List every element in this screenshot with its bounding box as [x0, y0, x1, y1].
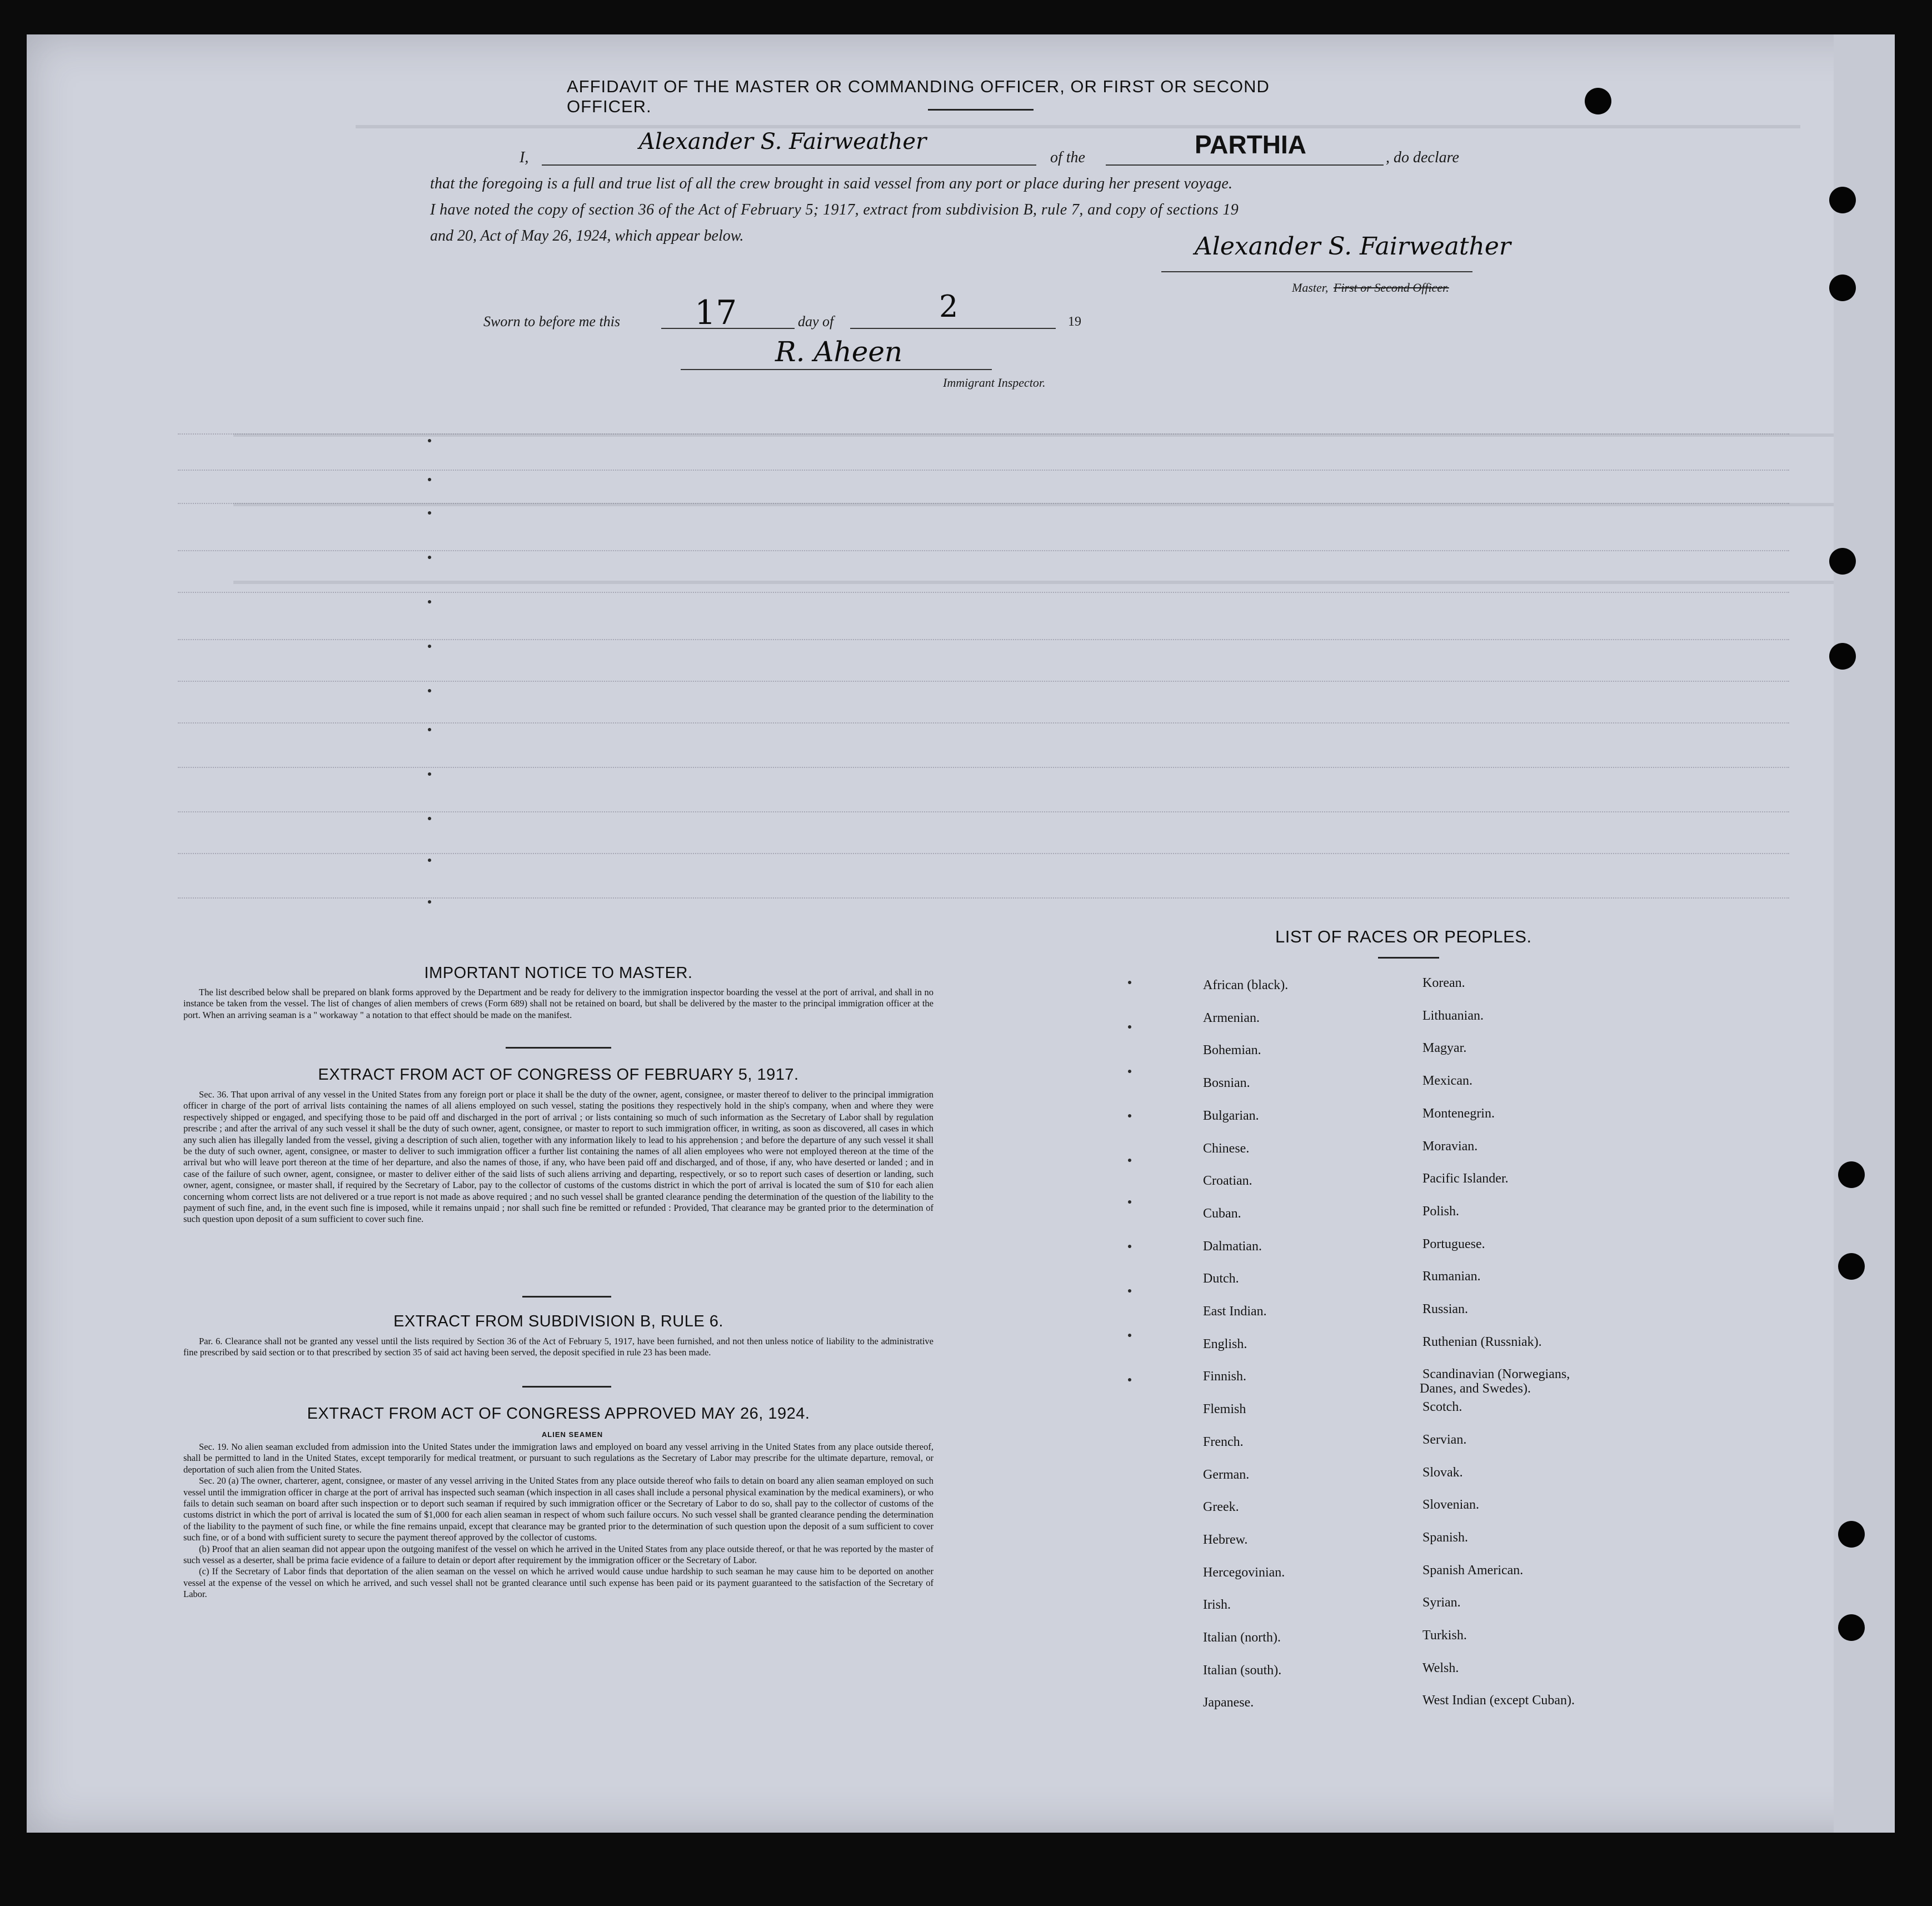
- race-item: Armenian.: [1203, 1011, 1260, 1025]
- leader-dot: [1128, 1378, 1131, 1381]
- race-item: Ruthenian (Russniak).: [1422, 1335, 1542, 1349]
- leader-dot: [428, 439, 431, 442]
- name-blank: [542, 164, 1036, 166]
- section-rule: [522, 1386, 611, 1388]
- alien-seamen-subheading: ALIEN SEAMEN: [541, 1430, 603, 1439]
- extract-1924-heading: EXTRACT FROM ACT OF CONGRESS APPROVED MAY 26, 1924.: [307, 1405, 810, 1423]
- notice-heading: IMPORTANT NOTICE TO MASTER.: [424, 964, 693, 982]
- affidavit-do-declare: , do declare: [1386, 149, 1459, 166]
- subdivision-b-text: [183, 1336, 933, 1359]
- extract-1917-paragraph: Sec. 36. That upon arrival of any vessel in the United States from any foreign port or place it shall be the duty of the owner, agent, consignee, or master thereof to deliver to the principal immigration officer in charge of the port of arrival lists containing the names of all aliens employed on such vessel, stating the positions they respectively hold in the ship's company, when and where they were respectively shipped or engaged, and specifying those to be paid off and discharged in the port of arrival ; or lists containing so much of such information as the Secretary of Labor shall by regulation prescribe ; and after the arrival of any such vessel it shall be the duty of such owner, agent, consignee, or master to report to such immigration officer, in writing, as soon as discovered, all cases in which any such alien has illegally landed from the vessel, giving a description of such alien, together with any information likely to lead to his apprehension ; and before the departure of any such vessel it shall be the duty of such owner, agent, consignee, or master to deliver to such immigration officer a further list containing the names of all alien employees who were not employed thereon at the time of the arrival but who will leave port thereon at the time of her departure, and also the names of those, if any, who have been paid off and discharged, and of those, if any, who have deserted or landed ; and in case of the failure of such owner, agent, consignee, or master to deliver either of the said lists of such aliens arriving and departing, respectively, or so to report such cases of desertion or landing, such owner, agent, consignee, or master shall, if required by the Secretary of Labor, pay to the collector of customs of the customs district in which the port of arrival is located the sum of $10 for each alien concerning whom correct lists are not delivered or a true report is not made as above required ; and no such vessel shall be granted clearance pending the determination of the question of the liability to the payment of such fine, and, in the event such fine is imposed, while it remains unpaid ; nor shall such fine be remitted or refunded : Provided, That clearance may be granted prior to the determination of such question upon deposit of a sum sufficient to cover such fine.: [183, 1089, 933, 1225]
- inspector-line: [681, 369, 992, 370]
- race-item: Hercegovinian.: [1203, 1565, 1285, 1580]
- race-item: Polish.: [1422, 1204, 1460, 1219]
- race-item: Korean.: [1422, 976, 1465, 990]
- manifest-row-ghost: [178, 811, 1789, 815]
- sworn-day-handwritten: 17: [695, 293, 737, 332]
- master-name-handwritten: Alexander S. Fairweather: [639, 129, 927, 154]
- punch-hole: [1829, 643, 1856, 670]
- punch-hole: [1838, 1614, 1865, 1641]
- sworn-prefix: Sworn to before me this: [483, 313, 621, 330]
- manifest-row-ghost: [178, 550, 1789, 553]
- sec-20a-paragraph: Sec. 20 (a) The owner, charterer, agent, consignee, or master of any vessel arriving in the United States from any place outside thereof who fails to detain on board any alien seaman employed on such vessel until the immigration officer in charge at the port of arrival has inspected such seaman (which inspection in all cases shall include a personal physical examination by the medical examiners), or who fails to detain such seaman on board after such inspection or to deport such seaman if required by such immigration officer or the Secretary of Labor to do so, shall pay to the collector of customs of the customs district in which the port of arrival is located the sum of $1,000 for each alien seaman in respect of whom such failure occurs. No such vessel shall be granted clearance pending the determination of the liability to the payment of such fine, or while the fine remains unpaid, except that clearance may be granted prior to the determination of such question upon the deposit of a sum sufficient to cover such fine, or of a bond with sufficient surety to secure the payment thereof approved by the collector of customs.: [183, 1475, 933, 1543]
- sheet-edge: [1834, 34, 1895, 1833]
- month-blank: [850, 328, 1056, 329]
- race-item: Servian.: [1422, 1433, 1467, 1447]
- race-item: Portuguese.: [1422, 1237, 1485, 1251]
- master-label: Master,: [1292, 281, 1329, 295]
- race-item: Moravian.: [1422, 1139, 1478, 1154]
- leader-dot: [1128, 1200, 1131, 1204]
- punch-hole: [1829, 548, 1856, 575]
- punch-hole: [1838, 1253, 1865, 1280]
- leader-dot: [1128, 981, 1131, 984]
- punch-hole: [1585, 88, 1611, 114]
- leader-dot: [428, 772, 431, 776]
- affidavit-line-3: I have noted the copy of section 36 of the Act of February 5; 1917, extract from subdivision B, rule 7, and copy of sections 19: [430, 201, 1239, 218]
- race-item: Welsh.: [1422, 1661, 1459, 1675]
- manifest-row-ghost: [178, 722, 1789, 726]
- race-item: East Indian.: [1203, 1304, 1267, 1319]
- race-item: Cuban.: [1203, 1206, 1241, 1221]
- leader-dot: [428, 900, 431, 904]
- leader-dot: [1128, 1114, 1131, 1117]
- leader-dot: [428, 689, 431, 692]
- vessel-blank: [1106, 164, 1384, 166]
- affidavit-line-4: and 20, Act of May 26, 1924, which appear below.: [430, 227, 744, 245]
- race-item: Pacific Islander.: [1422, 1171, 1509, 1186]
- leader-dot: [428, 556, 431, 559]
- manifest-row-ghost: [178, 470, 1789, 473]
- manifest-row-ghost: [178, 592, 1789, 595]
- leader-dot: [428, 817, 431, 820]
- race-item: Magyar.: [1422, 1041, 1467, 1055]
- extract-1917-heading: EXTRACT FROM ACT OF CONGRESS OF FEBRUARY 5, 1917.: [318, 1066, 799, 1084]
- title-rule: [928, 109, 1034, 111]
- race-item: West Indian (except Cuban).: [1422, 1693, 1575, 1708]
- leader-dot: [428, 728, 431, 731]
- race-item: Greek.: [1203, 1500, 1239, 1514]
- subdivision-b-heading: EXTRACT FROM SUBDIVISION B, RULE 6.: [393, 1313, 723, 1330]
- manifest-row-ghost: [178, 767, 1789, 770]
- leader-dot: [1128, 1334, 1131, 1337]
- leader-dot: [1128, 1070, 1131, 1073]
- race-item: Scandinavian (Norwegians,: [1422, 1367, 1570, 1381]
- manifest-row-ghost: [178, 897, 1789, 901]
- punch-hole: [1829, 275, 1856, 301]
- affidavit-of-the: of the: [1050, 149, 1085, 166]
- race-item: German.: [1203, 1468, 1250, 1482]
- notice-text: [183, 987, 933, 1021]
- manifest-row-ghost: [178, 433, 1789, 437]
- race-item: Lithuanian.: [1422, 1009, 1484, 1023]
- section-rule: [506, 1047, 611, 1049]
- race-item: Dutch.: [1203, 1271, 1239, 1286]
- manifest-row-ghost: [178, 639, 1789, 642]
- year-prefix: 19: [1068, 315, 1081, 329]
- race-item: Dalmatian.: [1203, 1239, 1262, 1254]
- struck-officer-label: First or Second Officer.: [1334, 281, 1449, 295]
- leader-dot: [1128, 1289, 1131, 1293]
- race-item: Irish.: [1203, 1598, 1231, 1612]
- leader-dot: [1128, 1159, 1131, 1162]
- race-item: Hebrew.: [1203, 1533, 1248, 1547]
- leader-dot: [428, 478, 431, 481]
- leader-dot: [428, 645, 431, 648]
- manifest-row-ghost: [178, 853, 1789, 856]
- race-item: Mexican.: [1422, 1074, 1472, 1088]
- races-rule: [1378, 957, 1439, 959]
- race-item: African (black).: [1203, 978, 1289, 992]
- punch-hole: [1829, 187, 1856, 213]
- race-item: Turkish.: [1422, 1628, 1467, 1643]
- inspector-signature: R. Aheen: [775, 336, 903, 368]
- race-item: Japanese.: [1203, 1695, 1254, 1710]
- leader-dot: [428, 600, 431, 603]
- race-item: Bohemian.: [1203, 1043, 1261, 1057]
- subdivision-b-paragraph: Par. 6. Clearance shall not be granted any vessel until the lists required by Section 36 of the Act of February 5, 1917, have been furnished, and not then unless notice of liability to the administrative fine prescribed by said section or to that prescribed by section 35 of said act having been served, the deposit specified in rule 23 has been made.: [183, 1336, 933, 1358]
- race-item: Scotch.: [1422, 1400, 1462, 1414]
- inspector-label: Immigrant Inspector.: [943, 376, 1046, 390]
- bleed-through-line: [233, 581, 1834, 584]
- leader-dot: [1128, 1245, 1131, 1248]
- affidavit-line-2: that the foregoing is a full and true list of all the crew brought in said vessel from any port or place during her present voyage.: [430, 175, 1233, 192]
- race-item: Italian (north).: [1203, 1630, 1281, 1645]
- leader-dot: [1128, 1025, 1131, 1029]
- leader-dot: [428, 511, 431, 515]
- race-item: Syrian.: [1422, 1595, 1461, 1610]
- affidavit-title: AFFIDAVIT OF THE MASTER OR COMMANDING OFFICER, OR FIRST OR SECOND OFFICER.: [567, 77, 1270, 116]
- notice-paragraph: The list described below shall be prepared on blank forms approved by the Department and be ready for delivery to the immigration inspector boarding the vessel at the port of arrival, and shall in no instance be taken from the vessel. The list of changes of alien members of crews (Form 689) shall not be retained on board, but shall be delivered by the master to the principal immigration officer at the port. When an arriving seaman is a " workaway " a notation to that effect should be made on the manifest.: [183, 987, 933, 1020]
- race-item: Spanish American.: [1422, 1563, 1524, 1578]
- leader-dot: [428, 859, 431, 862]
- race-item: Montenegrin.: [1422, 1106, 1495, 1121]
- race-item: Croatian.: [1203, 1174, 1252, 1188]
- race-item: French.: [1203, 1435, 1244, 1449]
- sec-20b-paragraph: (b) Proof that an alien seaman did not appear upon the outgoing manifest of the vessel on which he arrived in the United States from any place outside thereof, or that he was reported by the master of such vessel as a deserter, shall be prima facie evidence of a failure to detain or deport after requirement by the immigration officer or the Secretary of Labor.: [183, 1543, 933, 1566]
- race-item: Italian (south).: [1203, 1663, 1282, 1678]
- sec-19-paragraph: Sec. 19. No alien seaman excluded from admission into the United States under the immigration laws and employed on board any vessel arriving in the United States from any place outside thereof, shall be permitted to land in the United States, except temporarily for medical treatment, or pursuant to such regulations as the Secretary of Labor may prescribe for the ultimate departure, removal, or deportation of such alien from the United States.: [183, 1441, 933, 1475]
- signature-line: [1161, 271, 1472, 272]
- race-item: Spanish.: [1422, 1530, 1469, 1545]
- race-item: Russian.: [1422, 1302, 1469, 1316]
- race-item: Bulgarian.: [1203, 1109, 1259, 1123]
- sec-20c-paragraph: (c) If the Secretary of Labor finds that deportation of the alien seaman on the vessel on which he arrived would cause undue hardship to such seaman he may cause him to be deported on another vessel at the expense of the vessel on which he arrived, and such vessel shall not be granted clearance until such expense has been paid or its payment guaranteed to the satisfaction of the Secretary of Labor.: [183, 1566, 933, 1600]
- race-item: Bosnian.: [1203, 1076, 1250, 1090]
- punch-hole: [1838, 1521, 1865, 1548]
- punch-hole: [1838, 1161, 1865, 1188]
- race-item: Chinese.: [1203, 1141, 1250, 1156]
- manifest-row-ghost: [178, 503, 1789, 506]
- races-title: LIST OF RACES OR PEOPLES.: [1275, 927, 1532, 946]
- vessel-name: PARTHIA: [1195, 130, 1307, 159]
- race-scandinavian-cont: Danes, and Swedes).: [1420, 1381, 1531, 1396]
- extract-1924-text: [183, 1441, 933, 1600]
- race-item: Slovak.: [1422, 1465, 1463, 1480]
- race-item: Finnish.: [1203, 1369, 1247, 1384]
- affidavit-i: I,: [520, 149, 529, 166]
- manifest-row-ghost: [178, 681, 1789, 684]
- race-item: Flemish: [1203, 1402, 1246, 1416]
- master-signature: Alexander S. Fairweather: [1195, 232, 1511, 261]
- sworn-month-handwritten: 2: [939, 289, 958, 324]
- race-item: Slovenian.: [1422, 1498, 1479, 1512]
- bleed-through-heading: [356, 125, 1800, 128]
- extract-1917-text: [183, 1089, 933, 1225]
- section-rule: [522, 1296, 611, 1298]
- race-item: English.: [1203, 1337, 1247, 1351]
- race-item: Rumanian.: [1422, 1269, 1481, 1284]
- day-of-label: day of: [798, 313, 834, 330]
